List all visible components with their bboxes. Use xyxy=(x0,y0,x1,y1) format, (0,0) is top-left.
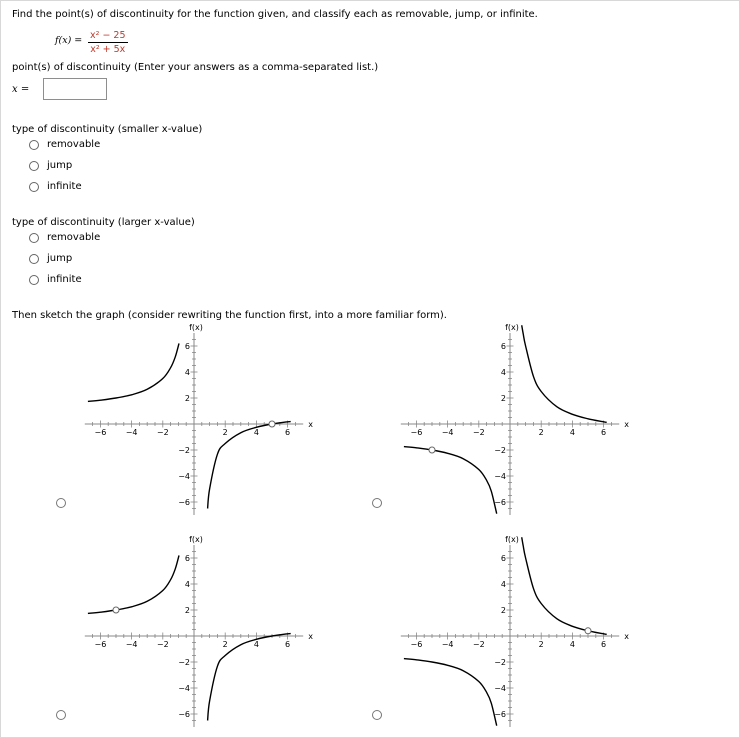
x-tick-label: 4 xyxy=(253,640,259,649)
x-tick-label: −4 xyxy=(441,640,454,649)
function-denominator: x² + 5x xyxy=(90,44,126,55)
y-tick-label: −4 xyxy=(178,472,190,481)
y-tick-label: 6 xyxy=(500,342,506,351)
instruction-text: Find the point(s) of discontinuity for the function given, and classify each as removable, jump, or infinite. xyxy=(12,9,538,20)
x-equals-label: x = xyxy=(12,84,30,95)
graph-option-3 xyxy=(64,535,324,736)
y-tick-label: 4 xyxy=(184,368,190,377)
y-axis-title: f(x) xyxy=(189,535,203,544)
y-tick-label: −4 xyxy=(494,472,506,481)
y-tick-label: −6 xyxy=(494,710,506,719)
x-tick-label: 2 xyxy=(222,428,228,437)
open-point-hole xyxy=(429,447,435,453)
y-tick-label: −2 xyxy=(178,658,190,667)
option-label: infinite xyxy=(47,181,82,192)
x-axis-title: x xyxy=(308,420,313,429)
x-tick-label: 6 xyxy=(601,428,607,437)
graph-option-2-radio[interactable] xyxy=(372,498,382,508)
function-fraction xyxy=(88,29,128,56)
y-tick-label: 2 xyxy=(184,394,190,403)
y-tick-label: −6 xyxy=(178,710,190,719)
x-tick-label: −4 xyxy=(125,640,138,649)
radio-circle[interactable] xyxy=(29,161,39,171)
option-label: removable xyxy=(47,232,101,243)
graph-option-4 xyxy=(380,535,640,736)
radio-circle[interactable] xyxy=(29,275,39,285)
x-tick-label: −6 xyxy=(410,428,423,437)
larger-option-infinite[interactable] xyxy=(29,274,82,285)
function-lhs xyxy=(55,35,82,46)
open-point-hole xyxy=(269,421,275,427)
x-axis-title: x xyxy=(624,632,629,641)
y-tick-label: 2 xyxy=(500,606,506,615)
y-tick-label: 4 xyxy=(500,580,506,589)
x-tick-label: 4 xyxy=(569,428,575,437)
left-branch-curve xyxy=(404,659,497,726)
smaller-option-jump[interactable] xyxy=(29,160,72,171)
x-tick-label: 6 xyxy=(601,640,607,649)
x-tick-label: −4 xyxy=(125,428,138,437)
smaller-option-removable[interactable] xyxy=(29,139,100,150)
graph-option-1-radio[interactable] xyxy=(56,498,66,508)
x-tick-label: −2 xyxy=(472,428,485,437)
x-tick-label: 2 xyxy=(538,428,544,437)
smaller-option-infinite[interactable] xyxy=(29,181,82,192)
x-tick-label: −2 xyxy=(156,428,169,437)
radio-circle[interactable] xyxy=(29,233,39,243)
graph-option-3-radio[interactable] xyxy=(56,710,66,720)
radio-circle[interactable] xyxy=(29,254,39,264)
x-axis-title: x xyxy=(624,420,629,429)
y-tick-label: 4 xyxy=(500,368,506,377)
right-branch-curve xyxy=(208,634,291,721)
sketch-prompt: Then sketch the graph (consider rewriting the function first, into a more familiar form). xyxy=(12,310,447,321)
larger-option-jump[interactable] xyxy=(29,253,72,264)
left-branch-curve xyxy=(404,447,497,514)
discontinuity-points-input[interactable] xyxy=(43,78,107,100)
left-branch-curve xyxy=(88,555,179,613)
graph-option-1 xyxy=(64,323,324,524)
y-tick-label: 4 xyxy=(184,580,190,589)
y-tick-label: −2 xyxy=(494,446,506,455)
option-label: jump xyxy=(47,253,73,264)
x-tick-label: −4 xyxy=(441,428,454,437)
x-tick-label: 2 xyxy=(538,640,544,649)
y-tick-label: 6 xyxy=(184,342,190,351)
radio-circle[interactable] xyxy=(29,140,39,150)
x-tick-label: −6 xyxy=(410,640,423,649)
y-tick-label: −2 xyxy=(494,658,506,667)
larger-option-removable[interactable] xyxy=(29,232,100,243)
x-tick-label: 4 xyxy=(253,428,259,437)
y-tick-label: 6 xyxy=(500,554,506,563)
x-tick-label: −6 xyxy=(94,428,107,437)
larger-type-label: type of discontinuity (larger x-value) xyxy=(12,217,195,228)
x-tick-label: 6 xyxy=(285,428,291,437)
y-axis-title: f(x) xyxy=(505,323,519,332)
x-tick-label: −2 xyxy=(156,640,169,649)
x-tick-label: 2 xyxy=(222,640,228,649)
option-label: jump xyxy=(47,160,73,171)
x-tick-label: −2 xyxy=(472,640,485,649)
y-axis-title: f(x) xyxy=(505,535,519,544)
open-point-hole xyxy=(113,607,119,613)
x-tick-label: −6 xyxy=(94,640,107,649)
x-tick-label: 6 xyxy=(285,640,291,649)
function-numerator: x² − 25 xyxy=(90,30,126,41)
y-tick-label: −4 xyxy=(178,684,190,693)
points-prompt: point(s) of discontinuity (Enter your answers as a comma-separated list.) xyxy=(12,62,379,73)
option-label: infinite xyxy=(47,274,82,285)
smaller-type-label: type of discontinuity (smaller x-value) xyxy=(12,124,203,135)
right-branch-curve xyxy=(208,422,291,509)
y-tick-label: 6 xyxy=(184,554,190,563)
graph-option-2 xyxy=(380,323,640,524)
y-tick-label: −6 xyxy=(178,498,190,507)
radio-circle[interactable] xyxy=(29,182,39,192)
y-tick-label: −4 xyxy=(494,684,506,693)
left-branch-curve xyxy=(88,343,179,401)
y-tick-label: 2 xyxy=(500,394,506,403)
y-axis-title: f(x) xyxy=(189,323,203,332)
x-axis-title: x xyxy=(308,632,313,641)
right-branch-curve xyxy=(522,325,607,422)
option-label: removable xyxy=(47,139,101,150)
right-branch-curve xyxy=(522,537,607,634)
y-tick-label: 2 xyxy=(184,606,190,615)
y-tick-label: −2 xyxy=(178,446,190,455)
graph-option-4-radio[interactable] xyxy=(372,710,382,720)
x-tick-label: 4 xyxy=(569,640,575,649)
function-lhs-text: f(x) = xyxy=(55,35,83,46)
open-point-hole xyxy=(585,628,591,634)
y-tick-label: −6 xyxy=(494,498,506,507)
